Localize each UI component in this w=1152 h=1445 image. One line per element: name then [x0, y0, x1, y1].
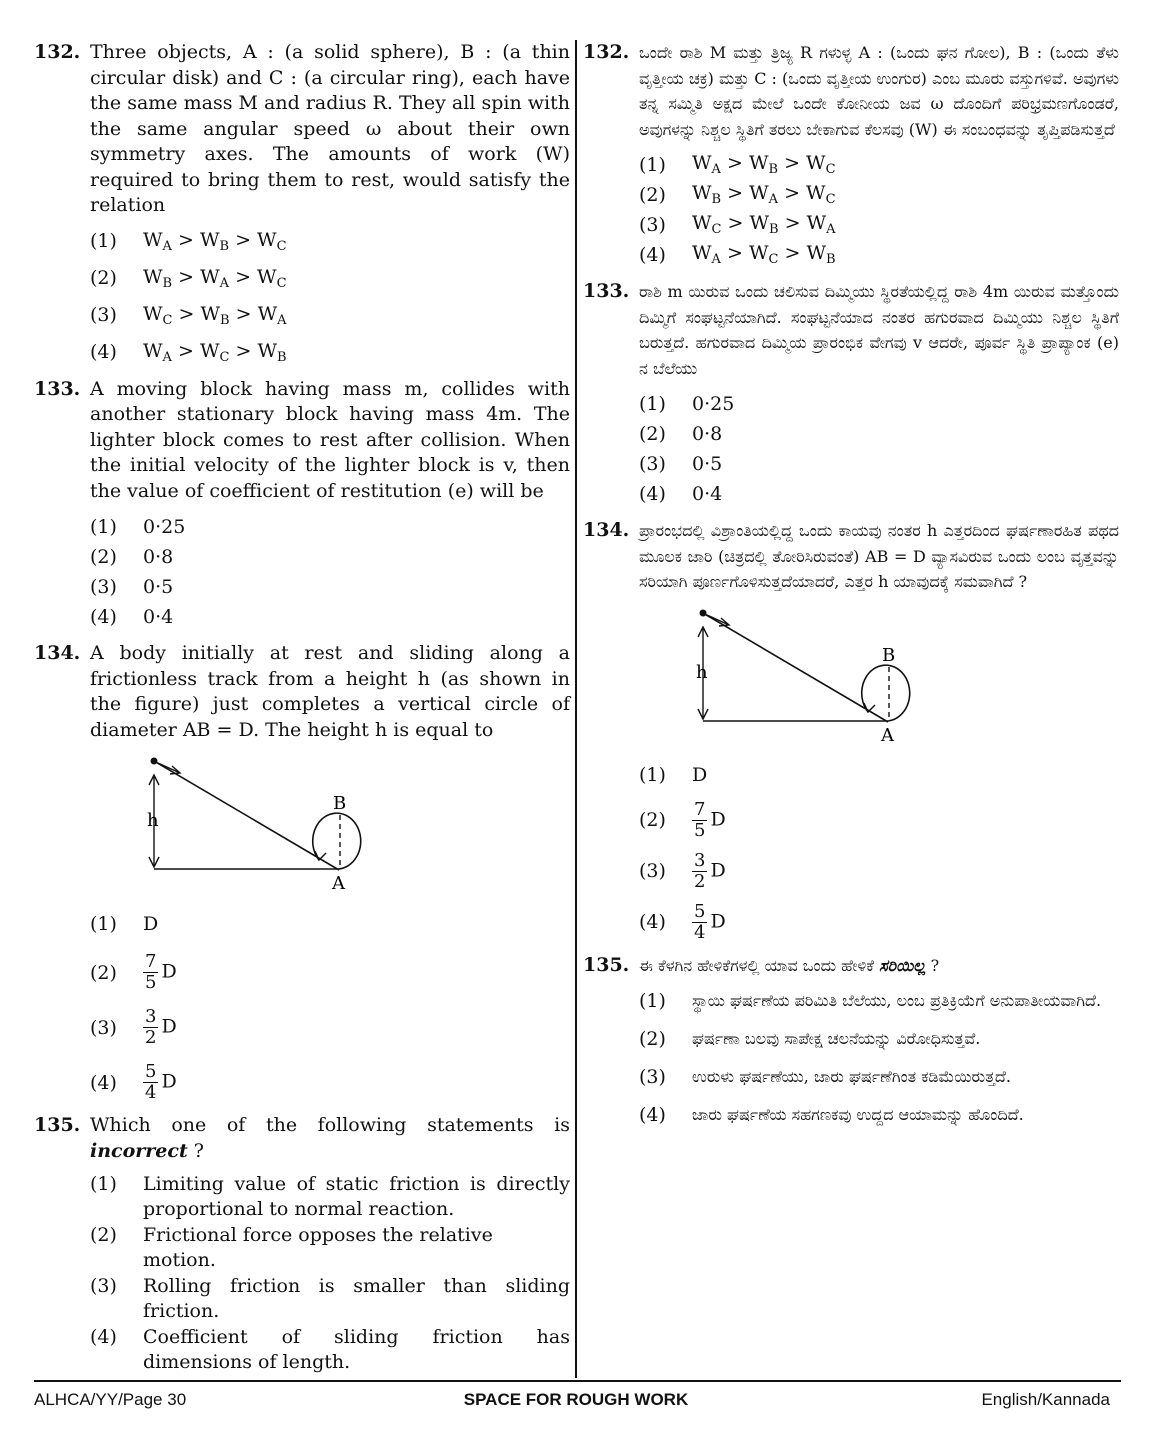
- option-4[interactable]: (4) $\frac{5}{4}$ D: [639, 900, 726, 943]
- option-2[interactable]: (2) 0·8: [90, 545, 174, 568]
- option-2[interactable]: (2) $W_B > W_A > W_C$: [639, 182, 836, 207]
- option-1[interactable]: (1) $W_A > W_B > W_C$: [639, 152, 836, 177]
- track-figure: [144, 755, 570, 899]
- motion-arrow: [158, 763, 180, 773]
- option-1[interactable]: (1) Limiting value of static friction is directly proportional to normal reaction.: [90, 1173, 570, 1220]
- point-b-label: B: [333, 793, 347, 814]
- incline-track: [703, 613, 888, 722]
- question-text: ಈ ಕೆಳಗಿನ ಹೇಳಿಕೆಗಳಲ್ಲಿ ಯಾವ ಒಂದು ಹೇಳಿಕೆ ಸರಿಯಿಲ್ಲ ?: [639, 955, 940, 975]
- option-1[interactable]: (1) 0·25: [90, 515, 186, 538]
- point-a-label: A: [332, 873, 345, 894]
- vertical-loop: [862, 665, 910, 721]
- options: [639, 761, 1119, 943]
- emphasis-word: incorrect: [90, 1139, 188, 1162]
- option-1[interactable]: (1) $W_A > W_B > W_C$: [90, 228, 287, 254]
- options: [90, 909, 570, 1103]
- question-text: Which one of the following statements is incorrect ?: [90, 1114, 570, 1162]
- option-3[interactable]: (3) 0·5: [90, 575, 174, 598]
- point-a-label: A: [881, 724, 894, 746]
- option-3[interactable]: (3) Rolling friction is smaller than sliding friction.: [90, 1275, 570, 1322]
- question-number: 133.: [34, 377, 81, 400]
- question-text: ರಾಶಿ m ಯಿರುವ ಒಂದು ಚಲಿಸುವ ದಿಮ್ಮಿಯು ಸ್ಥಿರತೆಯಲ್ಲಿದ್ದ ರಾಶಿ 4m ಯಿರುವ ಮತ್ತೊಂದು ದಿಮ್ಮಿಗೆ ಸಂಘಟ್ಟನೆಯಾಗಿದೆ. ಸಂಘಟ್ಟನೆಯಾದ ನಂತರ ಹಗುರವಾದ ದಿಮ್ಮಿಯು ನಿಶ್ಚಲ ಸ್ಥಿತಿಗೆ ಬರುತ್ತದೆ. ಹಗುರವಾದ ದಿಮ್ಮಿಯ ಪ್ರಾರಂಭಿಕ ವೇಗವು v ಆದರೇ, ಪೂರ್ವ ಸ್ಥಿತಿ ಪ್ರಾಪ್ಯಾಂಕ (e) ನ ಬೆಲೆಯು: [639, 282, 1119, 378]
- question-133-en: [34, 377, 570, 632]
- options: [639, 389, 1119, 508]
- vertical-loop: [313, 813, 361, 869]
- footer-rule: [34, 1380, 1121, 1382]
- question-132-en: [34, 40, 570, 367]
- emphasis-word: ಸರಿಯಿಲ್ಲ: [879, 955, 926, 975]
- track-diagram: [693, 607, 933, 747]
- track-diagram: [144, 755, 384, 895]
- track-figure: [693, 607, 1119, 751]
- option-2[interactable]: (2) $\frac{7}{5}$ D: [90, 951, 177, 993]
- english-column: [34, 40, 570, 1385]
- options: [639, 986, 1119, 1130]
- question-133-kn: [583, 279, 1119, 508]
- kannada-column: [583, 40, 1119, 1140]
- option-3[interactable]: (3) $\frac{3}{2}$ D: [639, 849, 726, 892]
- incline-track: [154, 761, 339, 870]
- option-1[interactable]: (1) D: [90, 912, 159, 935]
- question-134-en: [34, 641, 570, 1103]
- column-divider: [575, 40, 577, 1378]
- question-number: 132.: [583, 41, 630, 63]
- question-text: ಪ್ರಾರಂಭದಲ್ಲಿ ವಿಶ್ರಾಂತಿಯಲ್ಲಿದ್ದ ಒಂದು ಕಾಯವು ನಂತರ h ಎತ್ತರದಿಂದ ಘರ್ಷಣಾರಹಿತ ಪಥದ ಮೂಲಕ ಜಾರಿ (ಚಿತ್ರದಲ್ಲಿ ತೋರಿಸಿರುವಂತೆ) AB = D ವ್ಯಾಸವಿರುವ ಒಂದು ಲಂಬ ವೃತ್ತವನ್ನು ಸರಿಯಾಗಿ ಪೂರ್ಣಗೊಳಿಸುತ್ತದೆಯಾದರೆ, ಎತ್ತರ h ಯಾವುದಕ್ಕೆ ಸಮವಾಗಿದೆ ?: [639, 521, 1119, 591]
- question-text: ಒಂದೇ ರಾಶಿ M ಮತ್ತು ತ್ರಿಜ್ಯ R ಗಳುಳ್ಳ A : (ಒಂದು ಘನ ಗೋಲ), B : (ಒಂದು ತೆಳು ವೃತ್ತೀಯ ಚಕ್ರ) ಮತ್ತು C : (ಒಂದು ವೃತ್ತೀಯ ಉಂಗುರ) ಎಂಬ ಮೂರು ವಸ್ತುಗಳಿವೆ. ಅವುಗಳು ತನ್ನ ಸಮ್ಮಿತಿ ಅಕ್ಷದ ಮೇಲೆ ಒಂದೇ ಕೋನೀಯ ಜವ ω ದೊಂದಿಗೆ ಪರಿಭ್ರಮಣಗೊಂಡರೆ, ಅವುಗಳನ್ನು ನಿಶ್ಚಲ ಸ್ಥಿತಿಗೆ ತರಲು ಬೇಕಾಗುವ ಕೆಲಸವು (W) ಈ ಸಂಬಂಧವನ್ನು ತೃಪ್ತಿಪಡಿಸುತ್ತದೆ: [639, 43, 1119, 139]
- question-text: A body initially at rest and sliding along a frictionless track from a height h (as shown in the figure) just completes a vertical circle of diameter AB = D. The height h is equal to: [90, 642, 570, 741]
- option-4[interactable]: (4) Coefficient of sliding friction has dimensions of length.: [90, 1326, 570, 1373]
- question-number: 133.: [583, 280, 630, 302]
- rough-work-label: SPACE FOR ROUGH WORK: [463, 1390, 689, 1409]
- option-2[interactable]: (2) 0·8: [639, 422, 723, 445]
- options: [639, 150, 1119, 269]
- option-4[interactable]: (4) $W_A > W_C > W_B$: [90, 339, 287, 365]
- height-label: h: [696, 661, 708, 683]
- question-text: Three objects, A : (a solid sphere), B : (a thin circular disk) and C : (a circular ring), each have the same mass M and radius R. They all spin with the same angular speed ω about their own symmetry axes. The amounts of work (W) required to bring them to rest, would satisfy the relation: [90, 41, 570, 216]
- question-number: 132.: [34, 41, 81, 63]
- question-number: 134.: [34, 642, 81, 664]
- height-label: h: [147, 810, 159, 831]
- option-2[interactable]: (2) $\frac{7}{5}$ D: [639, 798, 726, 841]
- question-number: 135.: [34, 1114, 81, 1136]
- option-3[interactable]: (3) ಉರುಳು ಘರ್ಷಣೆಯು, ಜಾರು ಘರ್ಷಣೆಗಿಂತ ಕಡಿಮೆಯಿರುತ್ತದೆ.: [639, 1066, 1011, 1088]
- option-2[interactable]: (2) Frictional force opposes the relative motion.: [90, 1224, 493, 1271]
- option-3[interactable]: (3) $W_C > W_B > W_A$: [639, 212, 836, 237]
- options: [90, 1172, 570, 1375]
- options: [90, 227, 570, 367]
- option-4[interactable]: (4) $\frac{5}{4}$ D: [90, 1061, 177, 1103]
- question-135-en: [34, 1113, 570, 1375]
- option-4[interactable]: (4) 0·4: [90, 605, 174, 628]
- question-135-kn: [583, 953, 1119, 1131]
- question-134-kn: [583, 518, 1119, 943]
- option-1[interactable]: (1) D: [639, 764, 708, 786]
- option-3[interactable]: (3) $\frac{3}{2}$ D: [90, 1006, 177, 1048]
- point-b-label: B: [882, 644, 896, 666]
- option-4[interactable]: (4) $W_A > W_C > W_B$: [639, 242, 836, 267]
- options: [90, 512, 570, 631]
- option-4[interactable]: (4) ಜಾರು ಘರ್ಷಣೆಯ ಸಹಗಣಕವು ಉದ್ದದ ಆಯಾಮನ್ನು ಹೊಂದಿದೆ.: [639, 1104, 1024, 1126]
- option-2[interactable]: (2) ಘರ್ಷಣಾ ಬಲವು ಸಾಪೇಕ್ಷ ಚಲನೆಯನ್ನು ವಿರೋಧಿಸುತ್ತವೆ.: [639, 1028, 981, 1050]
- question-text: A moving block having mass m, collides with another stationary block having mass 4m. The lighter block comes to rest after collision. When the initial velocity of the lighter block is v, then the value of coefficient of restitution (e) will be: [90, 377, 570, 502]
- question-number: 134.: [583, 519, 630, 541]
- option-1[interactable]: (1) 0·25: [639, 392, 735, 415]
- motion-arrow: [707, 615, 729, 625]
- question-number: 135.: [583, 953, 630, 976]
- option-1[interactable]: (1) ಸ್ಥಾಯಿ ಘರ್ಷಣೆಯ ಪರಿಮಿತಿ ಬೆಲೆಯು, ಲಂಬ ಪ್ರತಿಕ್ರಿಯೆಗೆ ಅನುಪಾತೀಯವಾಗಿದೆ.: [639, 990, 1102, 1012]
- option-3[interactable]: (3) 0·5: [639, 452, 723, 475]
- language-label: English/Kannada: [981, 1390, 1110, 1409]
- page-code: ALHCA/YY/Page 30: [34, 1390, 187, 1409]
- option-4[interactable]: (4) 0·4: [639, 482, 723, 505]
- question-132-kn: [583, 40, 1119, 269]
- option-3[interactable]: (3) $W_C > W_B > W_A$: [90, 302, 287, 328]
- option-2[interactable]: (2) $W_B > W_A > W_C$: [90, 265, 287, 291]
